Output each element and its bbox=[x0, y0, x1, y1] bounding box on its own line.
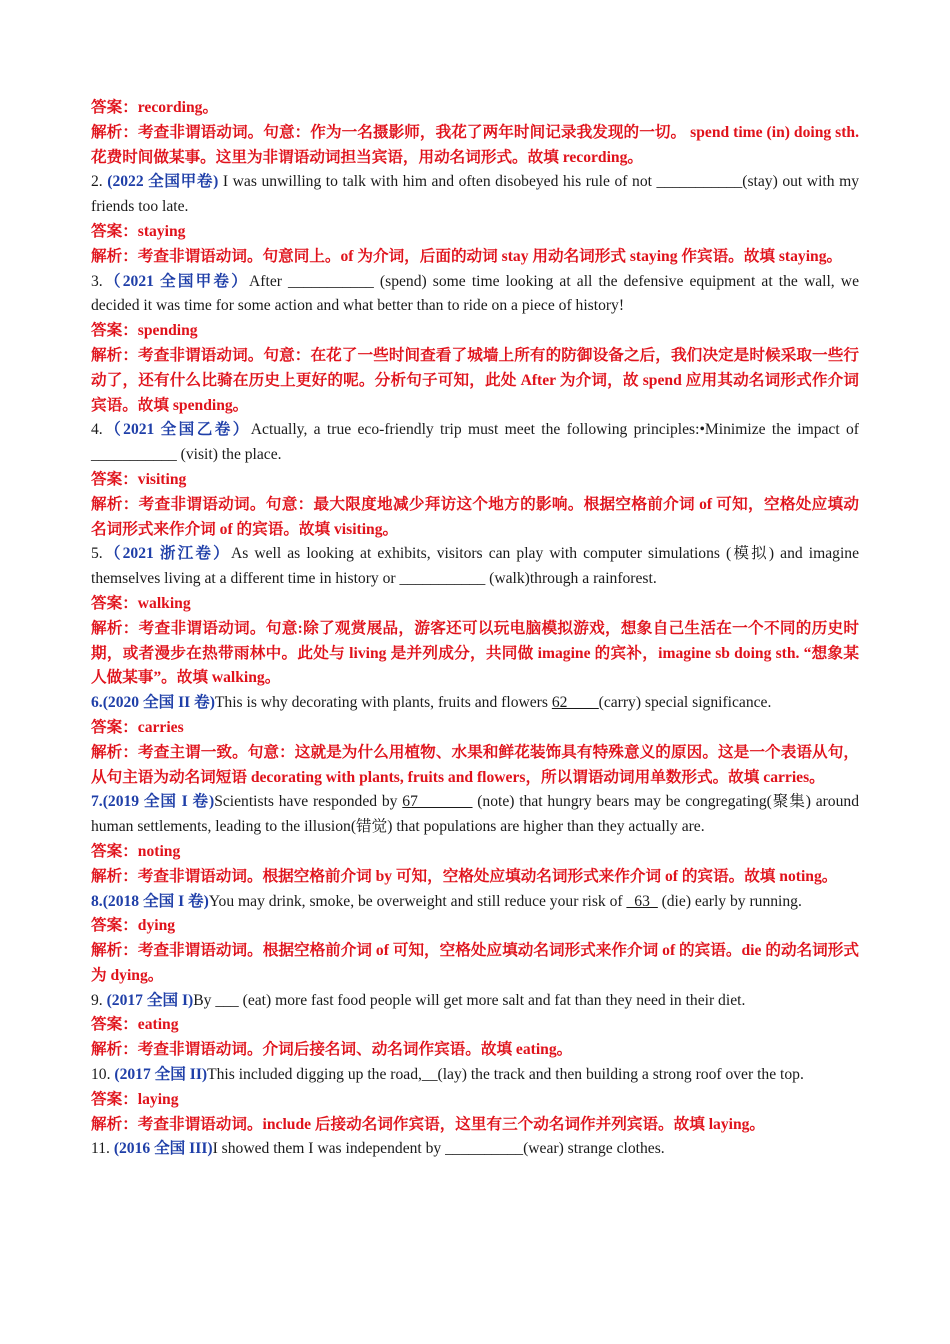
analysis-7: 解析：考查非谓语动词。根据空格前介词 by 可知，空格处应填动名词形式来作介词 of 的宾语。故填 noting。 bbox=[91, 867, 838, 885]
analysis-3: 解析：考查非谓语动词。句意：在花了一些时间查看了城墙上所有的防御设备之后，我们决定是时候采取一些行动了，还有什么比骑在历史上更好的呢。分析句子可知，此处 After 为介词，故 spend 应用其动名词形式作介词宾语。故填 spending。 bbox=[91, 346, 859, 414]
analysis-2: 解析：考查非谓语动词。句意同上。of 为介词，后面的动词 stay 用动名词形式 staying 作宾语。故填 staying。 bbox=[91, 247, 843, 265]
question-number: 9. bbox=[91, 991, 107, 1009]
answer-9: 答案：eating bbox=[91, 1016, 179, 1034]
question-7 bbox=[91, 790, 859, 840]
question-number: 11. bbox=[91, 1140, 114, 1158]
question-text: This is why decorating with plants, fruits and flowers bbox=[214, 694, 552, 712]
question-source: (2018 全国 I 卷) bbox=[102, 892, 209, 910]
answer-10: 答案：laying bbox=[91, 1090, 179, 1108]
question-text: As well as looking at exhibits, visitors can play with computer simulations (模拟) and imagine themselves living at a different time in history or ___________ (walk)through a rainforest. bbox=[91, 545, 859, 588]
question-text: Scientists have responded by bbox=[214, 793, 403, 811]
question-text-end: (carry) special significance. bbox=[598, 694, 772, 712]
question-source: （2021 浙江卷） bbox=[102, 545, 231, 563]
analysis-8: 解析：考查非谓语动词。根据空格前介词 of 可知，空格处应填动名词形式来作介词 of 的宾语。die 的动名词形式为 dying。 bbox=[91, 942, 859, 984]
question-number: 7. bbox=[91, 793, 103, 811]
analysis-10: 解析：考查非谓语动词。include 后接动名词作宾语，这里有三个动名词作并列宾语。故填 laying。 bbox=[91, 1115, 766, 1133]
question-blank: 62____ bbox=[551, 694, 599, 712]
question-4 bbox=[91, 418, 859, 468]
question-6 bbox=[91, 691, 859, 716]
analysis-1: 解析：考查非谓语动词。句意：作为一名摄影师，我花了两年时间记录我发现的一切。 spend time (in) doing sth.花费时间做某事。这里为非谓语动词担当宾语，用动名词形式。故填 recording。 bbox=[91, 123, 859, 166]
question-number: 5. bbox=[91, 545, 103, 563]
question-text: I was unwilling to talk with him and often disobeyed his rule of not ___________(stay) out with my friends too late. bbox=[91, 173, 860, 216]
answer-6: 答案：carries bbox=[91, 718, 184, 736]
answer-3: 答案：spending bbox=[91, 322, 198, 340]
question-source: (2019 全国 I 卷) bbox=[102, 793, 215, 811]
question-source: (2017 全国 I) bbox=[106, 991, 194, 1009]
question-number: 3. bbox=[91, 272, 103, 290]
question-text-end: (die) early by running. bbox=[657, 892, 802, 910]
document-page bbox=[91, 96, 859, 1162]
question-3 bbox=[91, 270, 859, 320]
answer-8: 答案：dying bbox=[91, 917, 176, 935]
answer-2: 答案：staying bbox=[91, 222, 186, 240]
question-text: You may drink, smoke, be overweight and still reduce your risk of bbox=[208, 892, 627, 910]
question-9 bbox=[91, 989, 859, 1014]
question-number: 10. bbox=[91, 1066, 115, 1084]
question-10 bbox=[91, 1063, 859, 1088]
analysis-9: 解析：考查非谓语动词。介词后接名词、动名词作宾语。故填 eating。 bbox=[91, 1041, 573, 1059]
question-text: After ___________ (spend) some time looking at all the defensive equipment at the wall, we decided it was time for some action and what better than to ride on a piece of history! bbox=[91, 272, 859, 315]
question-8 bbox=[91, 890, 859, 915]
answer-4: 答案：visiting bbox=[91, 470, 187, 488]
question-source: （2021 全国乙卷） bbox=[102, 421, 251, 439]
analysis-4: 解析：考查非谓语动词。句意：最大限度地减少拜访这个地方的影响。根据空格前介词 of 可知，空格处应填动名词形式来作介词 of 的宾语。故填 visiting。 bbox=[91, 495, 859, 538]
question-number: 4. bbox=[91, 421, 103, 439]
question-number: 8. bbox=[91, 892, 103, 910]
analysis-6: 解析：考查主谓一致。句意：这就是为什么用植物、水果和鲜花装饰具有特殊意义的原因。这是一个表语从句，从句主语为动名词短语 decorating with plants, fruits and flowers，所以谓语动词用单数形式。故填 carries。 bbox=[91, 743, 859, 786]
question-number: 6. bbox=[91, 694, 103, 712]
question-text-end: (note) that hungry bears may be congregating(聚集) around human settlements, leading to the illusion(错觉) that populations are higher than they actually are. bbox=[91, 793, 859, 836]
analysis-5: 解析：考查非谓语动词。句意:除了观赏展品，游客还可以玩电脑模拟游戏，想象自己生活在一个不同的历史时期，或者漫步在热带雨林中。此处与 living 是并列成分，共同做 imagine 的宾补，imagine sb doing sth. “想象某人做某事”。故填 walking。 bbox=[91, 619, 859, 687]
question-number: 2. bbox=[91, 173, 108, 191]
question-source: (2016 全国 III) bbox=[113, 1140, 213, 1158]
question-text: I showed them I was independent by __________(wear) strange clothes. bbox=[212, 1140, 665, 1158]
question-source: （2021 全国甲卷） bbox=[102, 272, 250, 290]
question-source: (2017 全国 II) bbox=[114, 1066, 208, 1084]
question-blank: 67_______ bbox=[402, 793, 473, 811]
question-11 bbox=[91, 1137, 859, 1162]
answer-5: 答案：walking bbox=[91, 594, 191, 612]
question-source: (2020 全国 II 卷) bbox=[102, 694, 215, 712]
question-text: Actually, a true eco-friendly trip must meet the following principles:•Minimize the impact of ___________ (visit) the place. bbox=[91, 421, 859, 464]
answer-7: 答案：noting bbox=[91, 842, 181, 860]
question-source: (2022 全国甲卷) bbox=[107, 173, 219, 191]
question-blank: _63_ bbox=[626, 892, 658, 910]
question-text: By ___ (eat) more fast food people will get more salt and fat than they need in their diet. bbox=[193, 991, 746, 1009]
answer-1: 答案：recording。 bbox=[91, 99, 219, 116]
question-text: This included digging up the road,__(lay) the track and then building a strong roof over the top. bbox=[207, 1066, 804, 1084]
question-2 bbox=[91, 170, 859, 220]
question-5 bbox=[91, 542, 859, 592]
